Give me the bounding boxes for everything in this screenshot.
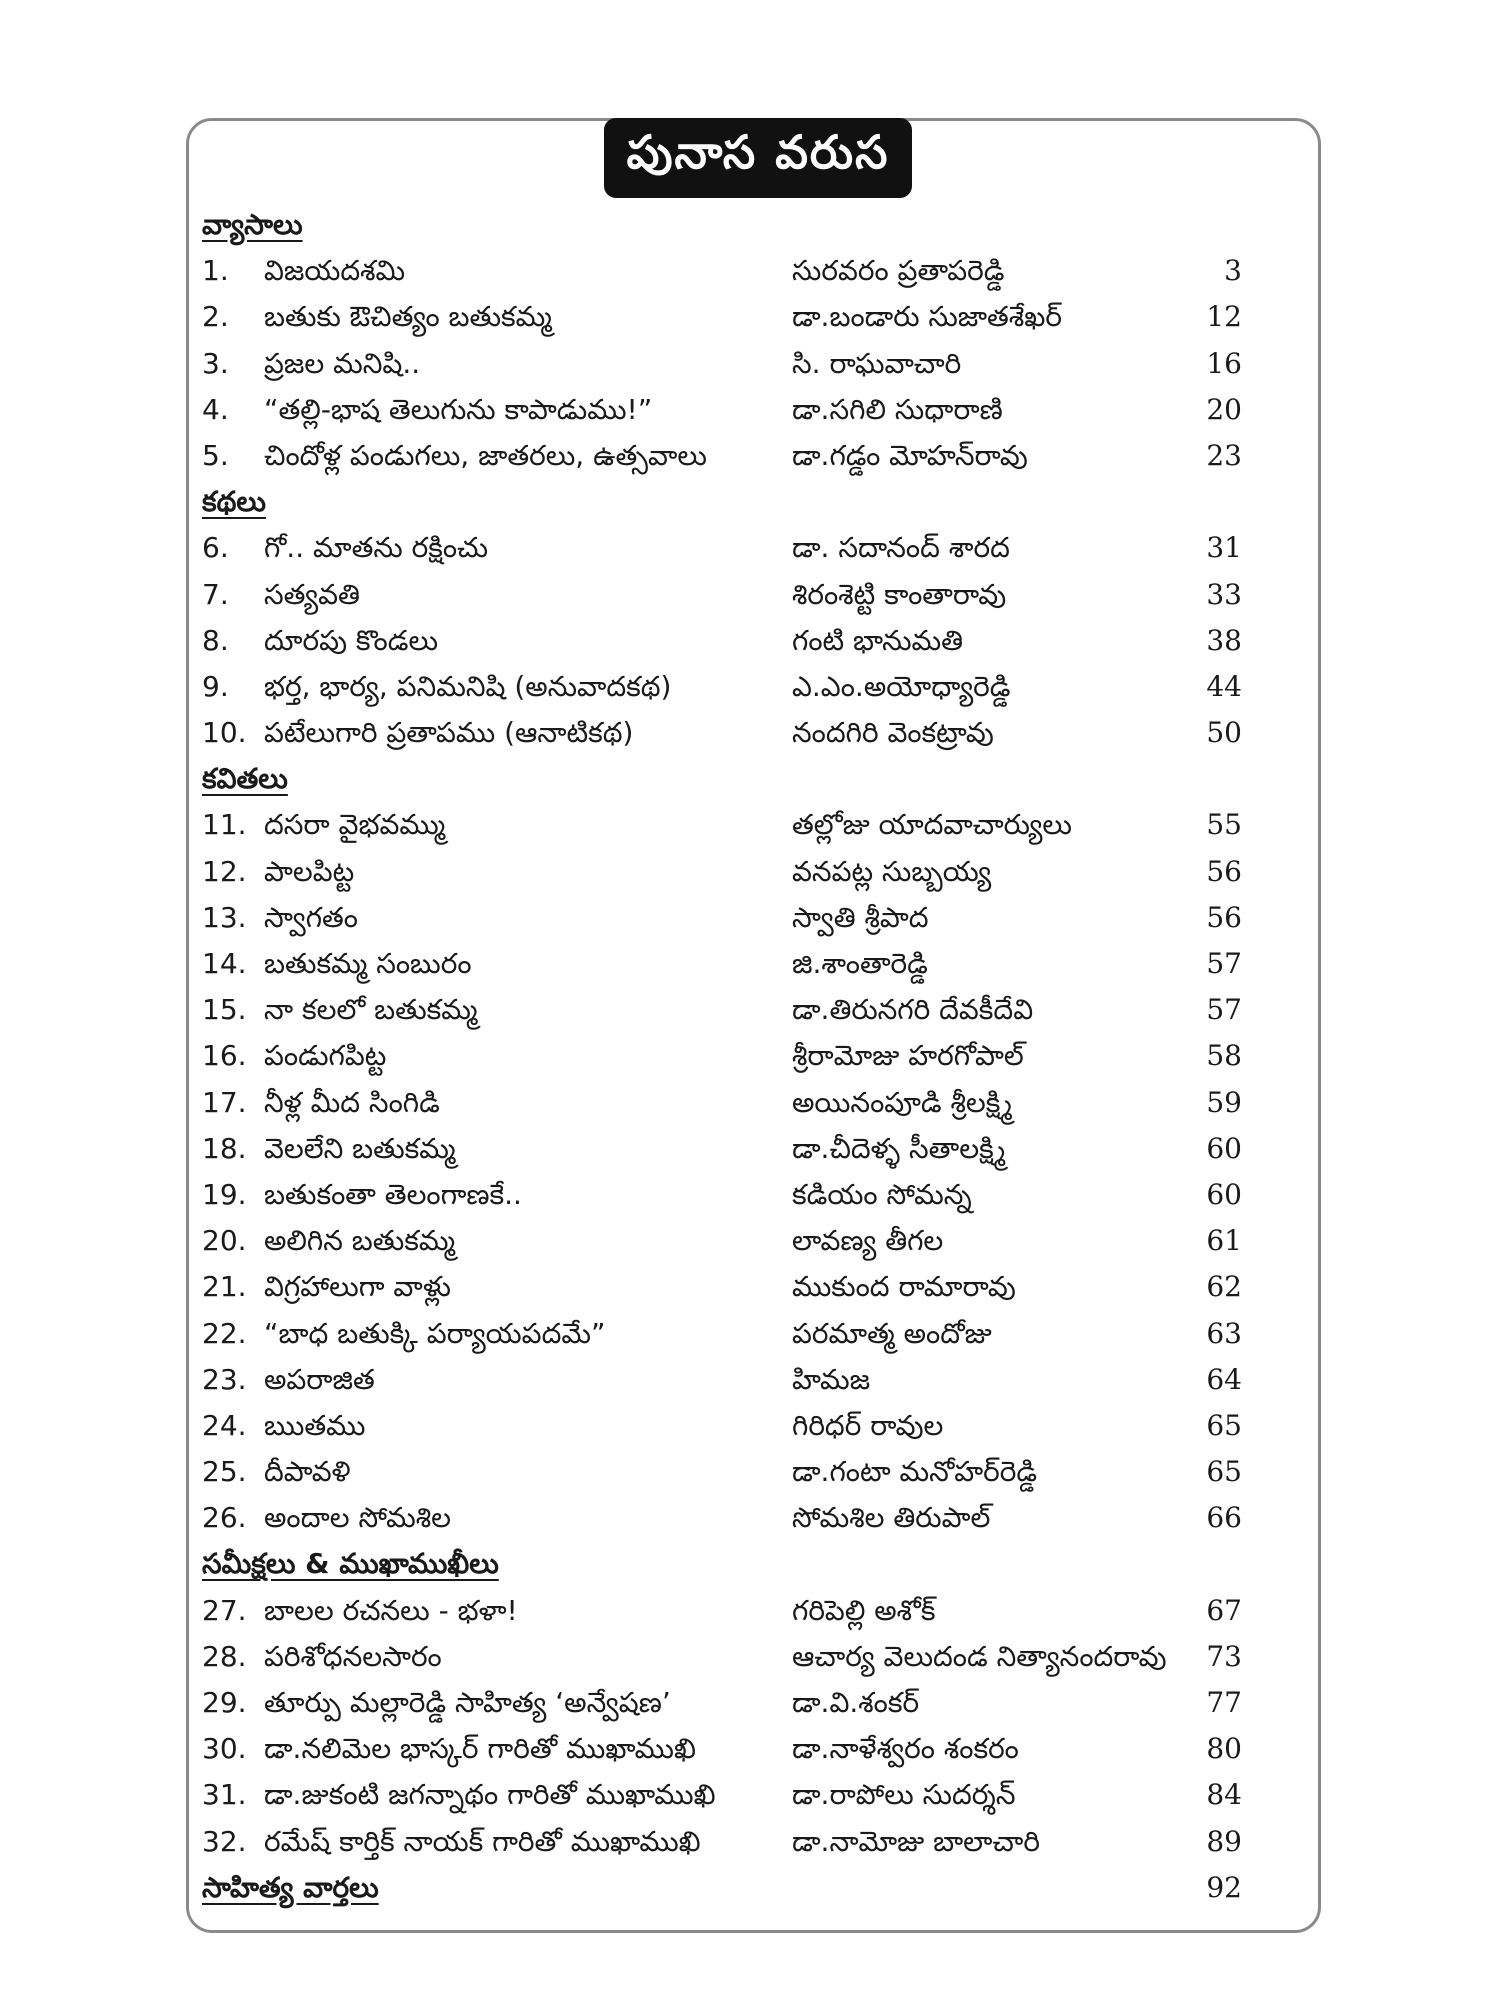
entry-author: సి. రాఘవాచారి	[792, 346, 962, 380]
entry-page-number: 59	[1206, 1085, 1242, 1119]
entry-author: డా.గంటా మనోహర్‌రెడ్డి	[792, 1455, 1038, 1489]
entry-page-number: 33	[1206, 577, 1242, 611]
entry-title: అలిగిన బతుకమ్మ	[264, 1224, 456, 1258]
entry-author: గిరిధర్ రావుల	[792, 1408, 944, 1442]
entry-number: 3.	[202, 346, 229, 380]
entry-number: 29.	[202, 1686, 247, 1719]
entry-title: తూర్పు మల్లారెడ్డి సాహిత్య ‘అన్వేషణ’	[264, 1686, 671, 1719]
entry-author: తల్లోజు యాదవాచార్యులు	[792, 808, 1072, 842]
entry-title: పండుగపిట్ట	[264, 1039, 387, 1073]
section-page-number: 92	[1206, 1870, 1242, 1904]
entry-number: 10.	[202, 716, 247, 750]
entry-title: దూరపు కొండలు	[264, 623, 439, 657]
section-heading: సాహిత్య వార్తలు	[202, 1870, 379, 1904]
section-heading-row	[202, 479, 1242, 525]
entry-title: “తల్లి-భాష తెలుగును కాపాడుము!”	[264, 392, 653, 426]
toc-entry[interactable]	[202, 1772, 1242, 1818]
entry-title: పాలపిట్ట	[264, 854, 355, 888]
entry-number: 5.	[202, 438, 229, 472]
entry-author: డా.వి.శంకర్	[792, 1686, 920, 1719]
entry-page-number: 60	[1206, 1177, 1242, 1211]
toc-title-banner	[604, 118, 912, 198]
entry-title: వెలలేని బతుకమ్మ	[264, 1131, 456, 1165]
toc-entry[interactable]	[202, 248, 1242, 294]
entry-page-number: 61	[1206, 1224, 1242, 1258]
entry-author: ముకుంద రామారావు	[792, 1270, 1016, 1304]
toc-entry[interactable]	[202, 433, 1242, 479]
entry-page-number: 57	[1206, 993, 1242, 1027]
toc-entry[interactable]	[202, 1634, 1242, 1680]
entry-author: డా.గడ్డం మోహన్‌రావు	[792, 438, 1028, 472]
entry-number: 6.	[202, 531, 229, 565]
toc-entry[interactable]	[202, 1080, 1242, 1126]
section-heading: కవితలు	[202, 762, 288, 796]
entry-title: ఋతము	[264, 1408, 366, 1442]
entry-author: లావణ్య తీగల	[792, 1224, 944, 1258]
entry-author: సురవరం ప్రతాపరెడ్డి	[792, 254, 1005, 288]
entry-title: బాలల రచనలు - భళా!	[264, 1593, 518, 1627]
entry-title: “బాధ బతుక్కి పర్యాయపదమే”	[264, 1316, 606, 1350]
entry-author: డా. సదానంద్ శారద	[792, 531, 1010, 565]
entry-number: 32.	[202, 1824, 247, 1858]
entry-number: 30.	[202, 1732, 247, 1766]
entry-page-number: 63	[1206, 1316, 1242, 1350]
entry-page-number: 56	[1206, 854, 1242, 888]
section-heading-row	[202, 202, 1242, 248]
entry-number: 13.	[202, 900, 247, 934]
entry-number: 14.	[202, 947, 247, 980]
entry-title: నా కలలో బతుకమ్మ	[264, 993, 478, 1027]
toc-entry[interactable]	[202, 1218, 1242, 1264]
toc-entry[interactable]	[202, 525, 1242, 571]
entry-page-number: 73	[1206, 1639, 1242, 1673]
entry-number: 27.	[202, 1593, 247, 1627]
entry-title: పటేలుగారి ప్రతాపము (ఆనాటికథ)	[264, 716, 634, 750]
entry-title: బతుకంతా తెలంగాణకే..	[264, 1177, 522, 1211]
entry-number: 8.	[202, 623, 229, 657]
entry-number: 12.	[202, 854, 247, 888]
entry-number: 11.	[202, 808, 247, 842]
entry-page-number: 77	[1206, 1686, 1242, 1719]
toc-entry[interactable]	[202, 802, 1242, 848]
entry-number: 7.	[202, 577, 229, 611]
entry-title: అపరాజిత	[264, 1362, 375, 1396]
entry-author: వనపట్ల సుబ్బయ్య	[792, 854, 992, 888]
entry-title: ప్రజల మనిషి..	[264, 346, 421, 380]
entry-author: డా.బండారు సుజాతశేఖర్	[792, 300, 1062, 334]
entry-title: పరిశోధనలసారం	[264, 1639, 442, 1673]
entry-page-number: 65	[1206, 1408, 1242, 1442]
toc-entry[interactable]	[202, 895, 1242, 941]
entry-number: 2.	[202, 300, 229, 334]
entry-author: డా.నాళేశ్వరం శంకరం	[792, 1732, 1019, 1766]
entry-number: 18.	[202, 1131, 247, 1165]
entry-page-number: 20	[1206, 392, 1242, 426]
entry-number: 22.	[202, 1316, 247, 1350]
entry-author: స్వాతి శ్రీపాద	[792, 900, 929, 934]
entry-page-number: 44	[1206, 669, 1242, 703]
entry-title: గో.. మాతను రక్షించు	[264, 531, 489, 565]
toc-entry[interactable]	[202, 1680, 1242, 1726]
entry-page-number: 38	[1206, 623, 1242, 657]
section-heading-row	[202, 756, 1242, 802]
entry-author: పరమాత్మ అందోజు	[792, 1316, 992, 1350]
entry-page-number: 58	[1206, 1039, 1242, 1073]
toc-entry[interactable]	[202, 1403, 1242, 1449]
entry-page-number: 65	[1206, 1455, 1242, 1489]
entry-title: బతుకు ఔచిత్యం బతుకమ్మ	[264, 300, 552, 334]
entry-number: 16.	[202, 1039, 247, 1073]
entry-author: డా.నామోజు బాలాచారి	[792, 1824, 1040, 1858]
entry-author: కడియం సోమన్న	[792, 1177, 972, 1211]
toc-entry[interactable]	[202, 1264, 1242, 1310]
toc-entry[interactable]	[202, 987, 1242, 1033]
entry-title: సత్యవతి	[264, 577, 360, 611]
entry-title: రమేష్ కార్తిక్ నాయక్ గారితో ముఖాముఖి	[264, 1824, 701, 1858]
toc-entry[interactable]	[202, 618, 1242, 664]
toc-entry[interactable]	[202, 1033, 1242, 1079]
entry-title: విజయదశమి	[264, 254, 406, 288]
entry-author: అయినంపూడి శ్రీలక్ష్మి	[792, 1085, 1013, 1119]
toc-entry[interactable]	[202, 664, 1242, 710]
entry-number: 19.	[202, 1177, 247, 1211]
toc-entry[interactable]	[202, 387, 1242, 433]
entry-author: ఆచార్య వెలుదండ నిత్యానందరావు	[792, 1639, 1167, 1673]
entry-page-number: 55	[1206, 808, 1242, 842]
entry-author: శ్రీరామోజు హరగోపాల్	[792, 1039, 1024, 1073]
entry-number: 26.	[202, 1501, 247, 1535]
entry-author: నందగిరి వెంకట్రావు	[792, 716, 994, 750]
toc-entry[interactable]	[202, 1588, 1242, 1634]
toc-entry[interactable]	[202, 572, 1242, 618]
entry-author: గరిపెల్లి అశోక్	[792, 1593, 936, 1627]
entry-author: జి.శాంతారెడ్డి	[792, 947, 928, 980]
entry-title: దీపావళి	[264, 1455, 351, 1489]
entry-author: డా.చీదెళ్ళ సీతాలక్ష్మి	[792, 1131, 1006, 1165]
entry-number: 21.	[202, 1270, 247, 1304]
toc-entry[interactable]	[202, 941, 1242, 987]
entry-number: 15.	[202, 993, 247, 1027]
entry-title: విగ్రహాలుగా వాళ్లు	[264, 1270, 451, 1304]
entry-page-number: 57	[1206, 947, 1242, 980]
entry-title: స్వాగతం	[264, 900, 358, 934]
toc-entry[interactable]	[202, 849, 1242, 895]
entry-page-number: 62	[1206, 1270, 1242, 1304]
entry-number: 20.	[202, 1224, 247, 1258]
toc-entry[interactable]	[202, 1726, 1242, 1772]
entry-number: 28.	[202, 1639, 247, 1673]
toc-entry[interactable]	[202, 1126, 1242, 1172]
entry-number: 4.	[202, 392, 229, 426]
entry-number: 24.	[202, 1408, 247, 1442]
toc-entry[interactable]	[202, 710, 1242, 756]
section-heading-row	[202, 1865, 1242, 1911]
toc-entry[interactable]	[202, 1311, 1242, 1357]
entry-author: డా.రాపోలు సుదర్శన్	[792, 1778, 1016, 1812]
toc-entry[interactable]	[202, 341, 1242, 387]
entry-page-number: 89	[1206, 1824, 1242, 1858]
toc-entry[interactable]	[202, 1819, 1242, 1865]
table-of-contents	[202, 202, 1242, 1911]
entry-page-number: 12	[1206, 300, 1242, 334]
entry-author: డా.సగిలి సుధారాణి	[792, 392, 1003, 426]
entry-page-number: 84	[1206, 1778, 1242, 1812]
entry-page-number: 56	[1206, 900, 1242, 934]
entry-title: చిందోళ్ల పండుగలు, జాతరలు, ఉత్సవాలు	[264, 438, 707, 472]
entry-number: 9.	[202, 669, 229, 703]
entry-author: డా.తిరునగరి దేవకీదేవి	[792, 993, 1034, 1027]
entry-number: 25.	[202, 1455, 247, 1489]
entry-title: డా.నలిమెల భాస్కర్ గారితో ముఖాముఖి	[264, 1732, 696, 1766]
entry-title: నీళ్ల మీద సింగిడి	[264, 1085, 440, 1119]
entry-title: భర్త, భార్య, పనిమనిషి (అనువాదకథ)	[264, 669, 672, 703]
entry-page-number: 66	[1206, 1501, 1242, 1535]
toc-entry[interactable]	[202, 1449, 1242, 1495]
entry-page-number: 80	[1206, 1732, 1242, 1766]
section-heading: కథలు	[202, 485, 266, 519]
entry-number: 17.	[202, 1085, 247, 1119]
entry-author: హిమజ	[792, 1362, 871, 1396]
entry-page-number: 50	[1206, 716, 1242, 750]
entry-author: శిరంశెట్టి కాంతారావు	[792, 577, 1007, 611]
entry-author: సోమశిల తిరుపాల్	[792, 1501, 991, 1535]
entry-number: 31.	[202, 1778, 247, 1812]
toc-entry[interactable]	[202, 294, 1242, 340]
entry-title: బతుకమ్మ సంబురం	[264, 947, 472, 980]
entry-title: దసరా వైభవమ్ము	[264, 808, 446, 842]
entry-page-number: 60	[1206, 1131, 1242, 1165]
toc-entry[interactable]	[202, 1172, 1242, 1218]
entry-title: డా.జుకంటి జగన్నాథం గారితో ముఖాముఖి	[264, 1778, 716, 1812]
section-heading: వ్యాసాలు	[202, 208, 303, 241]
entry-page-number: 3	[1224, 254, 1242, 288]
entry-page-number: 64	[1206, 1362, 1242, 1396]
section-heading: సమీక్షలు & ముఖాముఖీలు	[202, 1547, 499, 1581]
entry-page-number: 16	[1206, 346, 1242, 380]
entry-page-number: 23	[1206, 438, 1242, 472]
toc-entry[interactable]	[202, 1495, 1242, 1541]
entry-number: 23.	[202, 1362, 247, 1396]
toc-entry[interactable]	[202, 1357, 1242, 1403]
entry-title: అందాల సోమశిల	[264, 1501, 451, 1535]
entry-author: గంటి భానుమతి	[792, 623, 964, 657]
entry-page-number: 31	[1206, 531, 1242, 565]
entry-page-number: 67	[1206, 1593, 1242, 1627]
section-heading-row	[202, 1541, 1242, 1587]
entry-author: ఎ.ఎం.అయోధ్యారెడ్డి	[792, 669, 1011, 703]
entry-number: 1.	[202, 254, 229, 288]
toc-title: పునాస వరుస	[626, 125, 890, 179]
